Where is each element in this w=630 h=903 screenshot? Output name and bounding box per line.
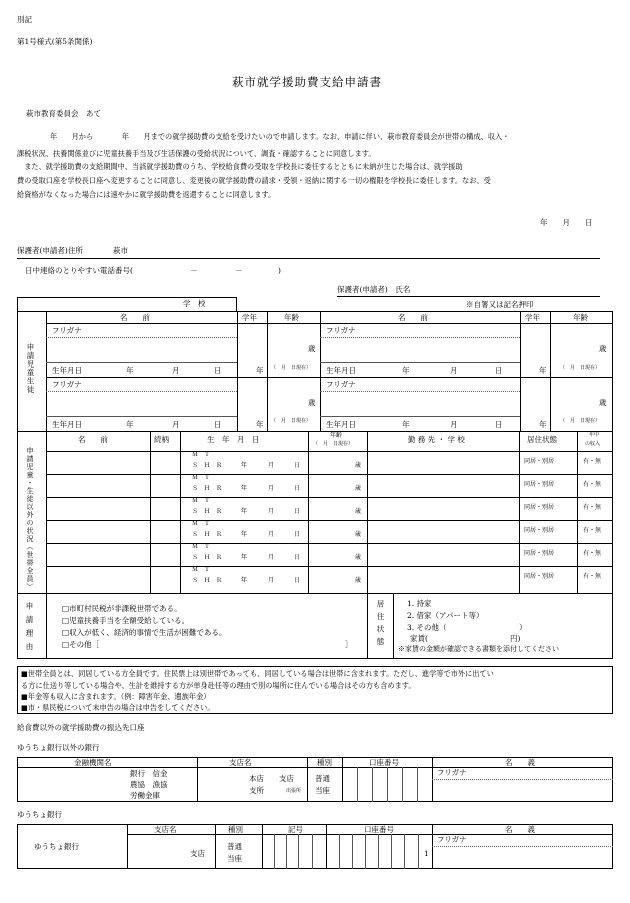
col-name: 名 前	[78, 435, 108, 444]
household-side-label: 申請児童・生徒以外の状況（世帯全員）	[26, 447, 34, 591]
housing-option[interactable]: 3. その他（	[407, 623, 447, 632]
reason-option[interactable]: □児童扶養手当を全額受給している。	[62, 616, 190, 625]
col-holder: 名 義	[505, 825, 535, 834]
other-bank-title: ゆうちょ銀行以外の銀行	[17, 743, 100, 752]
birth-label: 生年月日	[52, 420, 82, 429]
address-label: 保護者(申請者)住所	[17, 246, 83, 255]
yucho-branch-suffix: 支店	[190, 849, 205, 858]
reason-option-other[interactable]: □その他［	[62, 640, 100, 649]
student-table	[17, 311, 613, 432]
col-age: 年齢	[330, 432, 343, 439]
col-relation: 続柄	[154, 435, 169, 444]
inst-option[interactable]: 農協 漁協	[130, 780, 168, 789]
col-work: 勤 務 先 ・ 学 校	[408, 435, 465, 444]
school-label: 学 校	[183, 299, 206, 308]
col-name: 名 前	[120, 313, 150, 322]
phone-dash: －	[235, 266, 243, 275]
furigana-label: フリガナ	[326, 380, 356, 389]
col-grade: 学年	[242, 313, 257, 322]
furigana-label: フリガナ	[437, 835, 467, 844]
household-table	[17, 431, 613, 594]
bank-section-title: 給食費以外の就学援助費の振込先口座	[17, 723, 145, 732]
applicant-name-label: 保護者(申請者) 氏名	[337, 285, 411, 294]
address-underline	[17, 258, 600, 259]
col-type: 種別	[317, 758, 332, 767]
birth-label: 生年月日	[326, 420, 356, 429]
form-number: 第1号様式(第5条関係)	[17, 37, 93, 46]
furigana-label: フリガナ	[52, 326, 82, 335]
consent-text: 課税状況、扶養関係並びに児童扶養手当及び生活保護の受給状況について、調査・確認することに同意します。	[17, 149, 376, 158]
phone-dash: －	[190, 266, 198, 275]
account-digit: 1	[424, 849, 429, 858]
col-branch: 支店名	[229, 758, 252, 767]
type-option[interactable]: 当座	[227, 854, 242, 863]
col-branch: 支店名	[154, 825, 177, 834]
page-title: 萩市就学援助費支給申請書	[232, 75, 382, 89]
note-text: る方に仕送り等している場合や、生計を維持する方が単身赴任等の理由で別の場所に住んでいる場合はその方も含めます。	[21, 681, 416, 690]
housing-option[interactable]: 2. 借家（アパート等）	[407, 611, 484, 620]
delegation-text: また、就学援助費の支給期間中、当該就学援助費のうち、学校給食費の受取を学校長に委任するとともに未納が生じた場合は、就学援助	[17, 162, 463, 171]
phone-label: 日中連絡のとりやすい電話番号(	[25, 266, 133, 275]
col-type: 種別	[228, 825, 243, 834]
col-name: 名 前	[398, 313, 428, 322]
housing-option[interactable]: 1. 持家	[407, 599, 432, 608]
furigana-label: フリガナ	[437, 768, 467, 777]
col-account: 口座番号	[369, 758, 399, 767]
residence-label: 居住状態	[376, 600, 385, 650]
yucho-bank-name: ゆうちょ銀行	[34, 842, 79, 851]
inst-option[interactable]: 銀行 信金	[130, 769, 168, 778]
addressee: 萩市教育委員会 あて	[26, 109, 101, 118]
delegation-text: 給資格がなくなった場合には速やかに就学援助費を返還することに同意します。	[17, 190, 276, 199]
consent-text: 年 月から 年 月までの就学援助費の支給を受けたいので申請します。なお、申請に伴い、萩市教育委員会が世帯の構成、収入・	[50, 132, 510, 141]
col-age: 年齢	[284, 313, 299, 322]
branch-option[interactable]: 出張所	[286, 788, 302, 794]
appendix-label: 別記	[17, 15, 32, 24]
col-income: 年中	[589, 432, 600, 438]
rent-field[interactable]: 家賃(	[410, 634, 428, 643]
address-field[interactable]: 萩市	[113, 246, 128, 255]
sign-note: ※自署又は記名押印	[466, 300, 534, 309]
col-birth: 生 年 月 日	[207, 435, 260, 444]
col-live: 居住状態	[527, 435, 557, 444]
type-option[interactable]: 当座	[315, 786, 330, 795]
rent-note: ※家賃の金額が確認できる書類を添付してください	[398, 645, 559, 653]
reason-side-label: 申請理由	[25, 602, 34, 656]
furigana-label: フリガナ	[52, 380, 82, 389]
col-age: 年齢	[573, 313, 588, 322]
note-text: ■年金等も収入に含まれます。（例：障害年金、遺族年金）	[21, 692, 211, 701]
birth-label: 生年月日	[326, 366, 356, 375]
students-side-label: 申請児童生徒	[26, 343, 35, 394]
col-code: 記号	[288, 825, 303, 834]
note-text: ■世帯全員とは、同居している方全員です。住民票上は別世帯であっても、同居している場合は世帯に含まれます。ただし、進学等で市外に出てい	[21, 669, 494, 678]
col-account: 口座番号	[364, 825, 394, 834]
yucho-title: ゆうちょ銀行	[17, 810, 62, 819]
branch-option[interactable]: 本店 支店	[249, 774, 294, 783]
col-holder: 名 義	[505, 758, 535, 767]
col-institution: 金融機関名	[74, 758, 112, 767]
reason-option[interactable]: □収入が低く、経済的事情で生活が困難である。	[62, 628, 227, 637]
reason-option[interactable]: □市町村民税が非課税世帯である。	[62, 604, 182, 613]
col-income: の収入	[585, 441, 601, 447]
note-text: ■市・県民税について未申告の場合は申告をしてください。	[21, 703, 215, 712]
col-age-sub: （ 月 日現在）	[313, 441, 354, 447]
col-grade: 学年	[525, 313, 540, 322]
furigana-label: フリガナ	[326, 326, 356, 335]
phone-close: )	[278, 266, 281, 275]
birth-label: 生年月日	[52, 366, 82, 375]
name-underline	[337, 296, 600, 297]
type-option[interactable]: 普通	[315, 774, 330, 783]
application-date[interactable]: 年 月 日	[540, 218, 593, 227]
branch-option[interactable]: 支所	[249, 786, 264, 795]
type-option[interactable]: 普通	[227, 842, 242, 851]
inst-option[interactable]: 労働金庫	[130, 791, 160, 800]
delegation-text: 費の受取口座を学校長口座へ変更することに同意し、変更後の就学援助費の請求・受領・返納に関する一切の権限を学校長に委任します。なお、受	[17, 176, 491, 185]
